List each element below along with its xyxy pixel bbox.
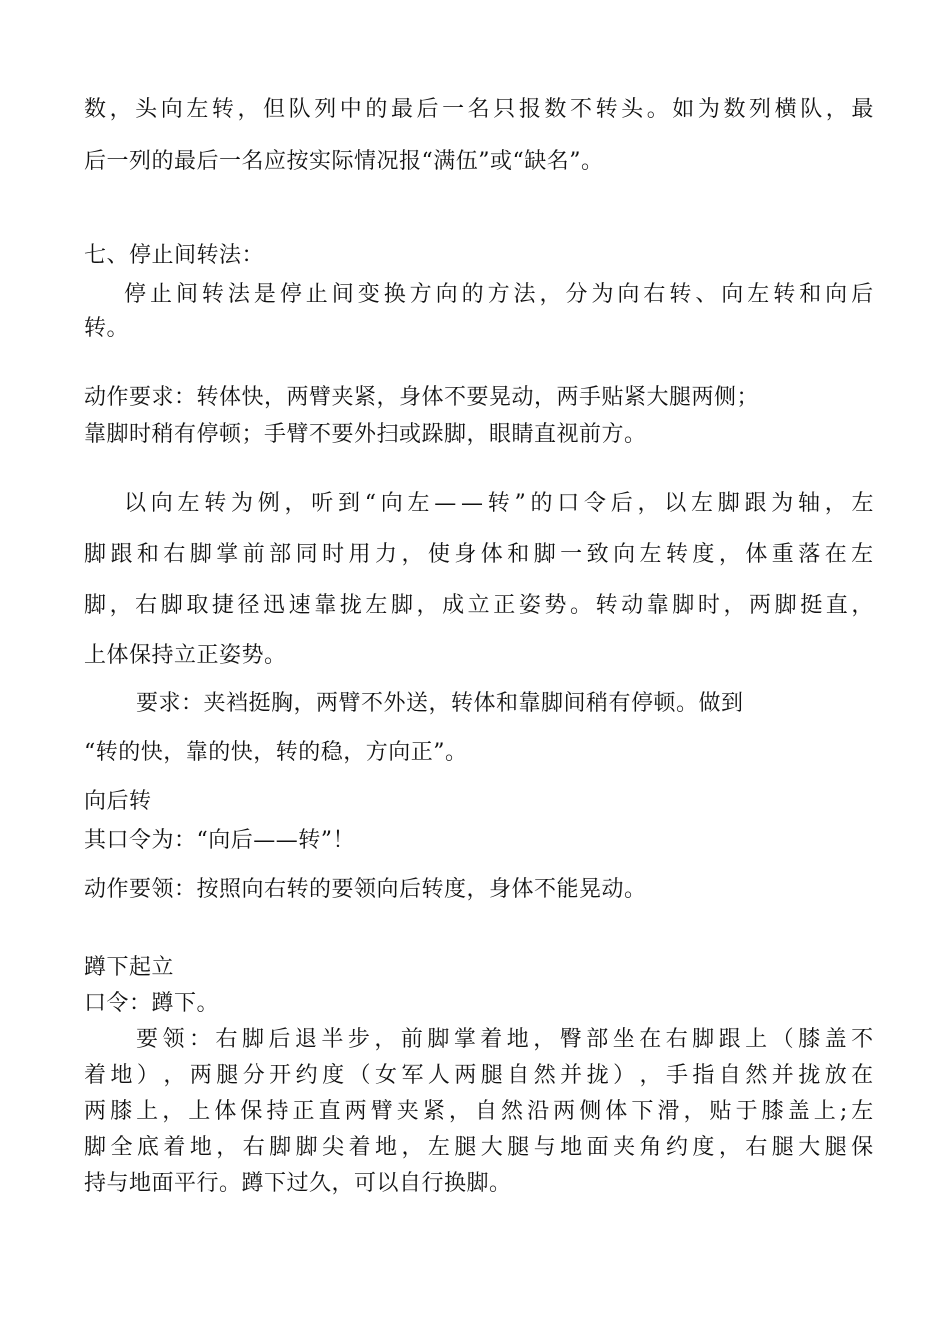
- text-line-6: 动作要求：转体快，两臂夹紧，身体不要晃动，两手贴紧大腿两侧；: [84, 385, 760, 410]
- text-line-22: 脚 全 底 着 地 ， 右 脚 脚 尖 着 地 ， 左 腿 大 腿 与 地 面 夹 角 约 度 ， 右 腿 大 腿 保: [84, 1135, 874, 1160]
- text-line-19: 要 领 ： 右 脚 后 退 半 步 ， 前 脚 掌 着 地 ， 臀 部 坐 在 右 脚 跟 上 （ 膝 盖 不: [136, 1027, 874, 1052]
- text-line-23: 持与地面平行。蹲下过久，可以自行换脚。: [84, 1171, 512, 1196]
- text-line-8: 以 向 左 转 为 例 ， 听 到 “ 向 左 — — 转 ” 的 口 令 后 ， 以 左 脚 跟 为 轴 ， 左: [124, 491, 874, 516]
- heading-about-turn: 向后转: [84, 789, 152, 814]
- text-line-18: 口令：蹲下。: [84, 991, 220, 1016]
- text-line-12: 要求：夹裆挺胸，两臂不外送，转体和靠脚间稍有停顿。做到: [136, 691, 744, 716]
- text-line-9: 脚 跟 和 右 脚 掌 前 部 同 时 用 力 ， 使 身 体 和 脚 一 致 向 左 转 度 ， 体 重 落 在 左: [84, 542, 874, 567]
- text-line-21: 两 膝 上 ， 上 体 保 持 正 直 两 臂 夹 紧 ， 自 然 沿 两 侧 体 下 滑 ， 贴 于 膝 盖 上 ; 左: [84, 1099, 874, 1124]
- text-line-15: 其口令为：“向后——转”！: [84, 828, 355, 853]
- text-line-20: 着 地 ） ， 两 腿 分 开 约 度 （ 女 军 人 两 腿 自 然 并 拢 ） ， 手 指 自 然 并 拢 放 在: [84, 1063, 874, 1088]
- text-line-1: 数 ， 头 向 左 转 ， 但 队 列 中 的 最 后 一 名 只 报 数 不 转 头 。 如 为 数 列 横 队 ， 最: [84, 97, 874, 122]
- text-line-5: 转。: [84, 316, 130, 341]
- text-line-16: 动作要领：按照向右转的要领向后转度，身体不能晃动。: [84, 877, 647, 902]
- section-heading-turning: 七、停止间转法：: [84, 243, 265, 268]
- text-line-7: 靠脚时稍有停顿；手臂不要外扫或跺脚，眼睛直视前方。: [84, 422, 647, 447]
- text-line-2: 后一列的最后一名应按实际情况报“满伍”或“缺名”。: [84, 149, 604, 174]
- text-line-11: 上体保持立正姿势。: [84, 643, 287, 668]
- heading-squat-stand: 蹲下起立: [84, 955, 175, 980]
- text-line-4: 停 止 间 转 法 是 停 止 间 变 换 方 向 的 方 法 ， 分 为 向 右 转 、 向 左 转 和 向 后: [124, 282, 874, 307]
- text-line-13: “转的快，靠的快，转的稳，方向正”。: [84, 740, 468, 765]
- text-line-10: 脚 ， 右 脚 取 捷 径 迅 速 靠 拢 左 脚 ， 成 立 正 姿 势 。 转 动 靠 脚 时 ， 两 脚 挺 直 ，: [84, 593, 874, 618]
